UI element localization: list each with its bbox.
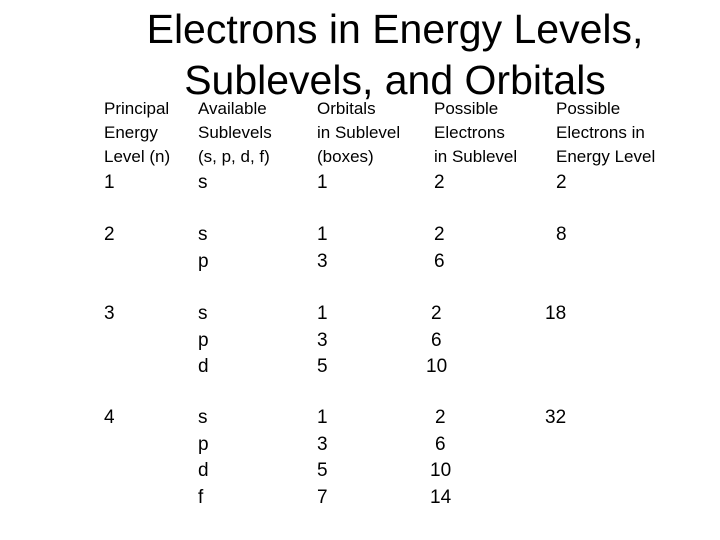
row-2-sublevels: s p	[198, 224, 209, 272]
header-available-sublevels: Available Sublevels (s, p, d, f)	[198, 99, 272, 166]
row-4-orbitals: 1 3 5 7	[317, 407, 328, 508]
row-2-sublevel-electrons: 2 6	[434, 224, 445, 272]
row-2-orbitals: 1 3	[317, 224, 328, 272]
row-2-total-electrons: 8	[556, 224, 567, 245]
slide-title	[0, 4, 720, 106]
row-1-total-electrons: 2	[556, 172, 567, 193]
header-principal-energy-level: Principal Energy Level (n)	[104, 99, 171, 166]
header-possible-electrons-in-sublevel: Possible Electrons in Sublevel	[434, 99, 518, 166]
row-4-level: 4	[104, 407, 115, 428]
row-3-orbitals: 1 3 5	[317, 303, 328, 377]
row-1-level: 1	[104, 172, 115, 193]
row-3-total-electrons: 18	[545, 303, 567, 324]
header-possible-electrons-in-energy-level: Possible Electrons in Energy Level	[556, 99, 656, 166]
row-1-sublevels: s	[198, 172, 208, 193]
row-3-level: 3	[104, 303, 115, 324]
row-2-level: 2	[104, 224, 115, 245]
row-4-total-electrons: 32	[545, 407, 567, 428]
row-4-sublevel-electrons: 2 6 10 14	[430, 407, 452, 508]
header-orbitals-in-sublevel: Orbitals in Sublevel (boxes)	[317, 99, 401, 166]
row-1-sublevel-electrons: 2	[434, 172, 445, 193]
title-line-2: Sublevels, and Orbitals	[184, 57, 606, 103]
title-line-1: Electrons in Energy Levels,	[146, 6, 644, 52]
row-1-orbitals: 1	[317, 172, 328, 193]
row-3-sublevel-electrons: 2 6 10	[426, 303, 448, 377]
row-3-sublevels: s p d	[198, 303, 209, 377]
row-4-sublevels: s p d f	[198, 407, 209, 508]
